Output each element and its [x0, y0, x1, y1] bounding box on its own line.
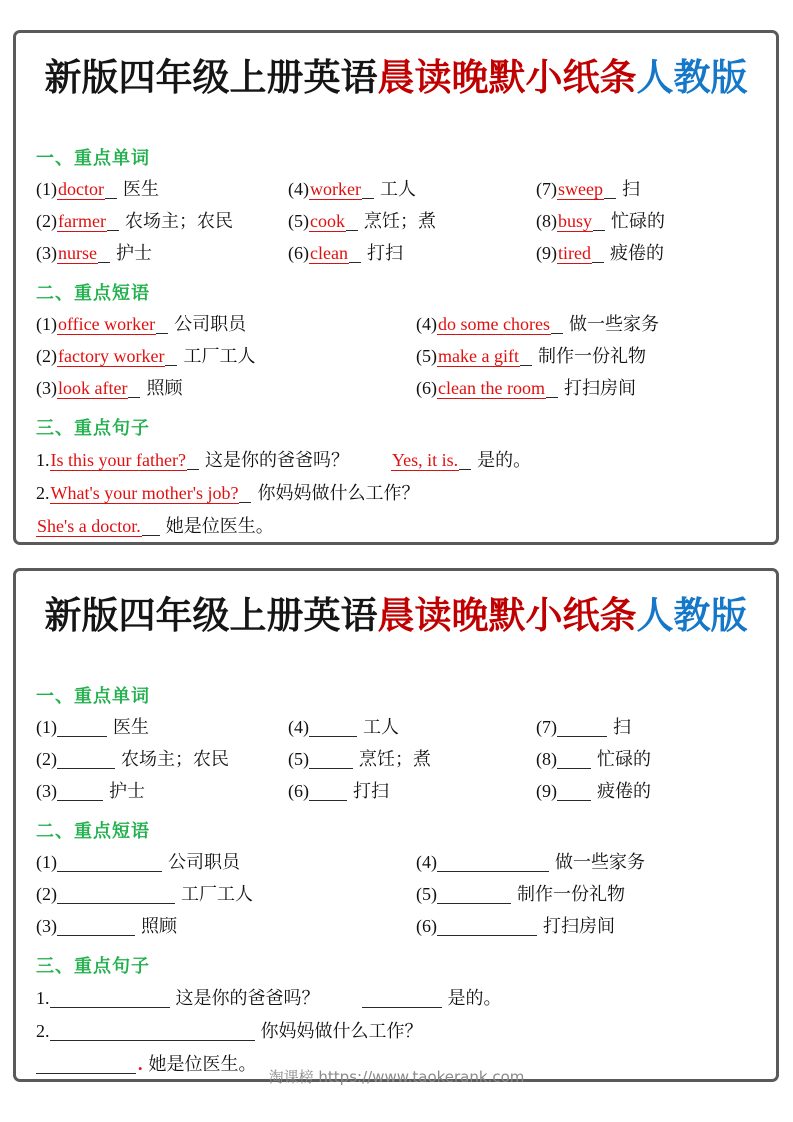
answer-phrase: make a gift — [438, 346, 519, 366]
item-number: (5) — [416, 884, 437, 904]
phrase-item-blank — [416, 878, 756, 910]
answer-blank — [437, 853, 549, 872]
underline-tail — [349, 244, 361, 263]
chinese-meaning: 扫 — [613, 717, 631, 737]
section-heading-words: 一、重点单词 — [36, 686, 150, 706]
item-number: (6) — [288, 781, 309, 801]
item-number: (4) — [416, 314, 437, 334]
word-item — [36, 237, 288, 269]
chinese-meaning: 制作一份礼物 — [537, 346, 646, 366]
chinese-meaning: 打扫 — [366, 243, 403, 263]
underline-tail — [105, 180, 117, 199]
chinese-meaning: 农场主；农民 — [121, 749, 229, 769]
word-item — [36, 173, 288, 205]
chinese-meaning: 农场主；农民 — [124, 211, 233, 231]
item-number: (1) — [36, 717, 57, 737]
chinese-meaning: 医生 — [122, 179, 159, 199]
answer-phrase: clean the room — [438, 378, 545, 398]
phrase-item-blank — [36, 878, 416, 910]
sentences-block — [36, 444, 756, 543]
item-number: (2) — [36, 749, 57, 769]
word-item-blank — [36, 711, 288, 743]
answer-phrase: factory worker — [58, 346, 165, 366]
phrase-item — [416, 372, 756, 404]
underline-tail — [128, 379, 140, 398]
title-segment-blue: 人教版 — [636, 595, 748, 636]
title-segment-black: 新版四年级上册英语 — [44, 595, 378, 636]
item-number: (1) — [36, 314, 57, 334]
word-item — [536, 205, 756, 237]
underline-tail — [142, 517, 160, 536]
answer-blank — [437, 917, 537, 936]
worksheet-card-answers — [13, 30, 779, 545]
item-number: (6) — [416, 378, 437, 398]
answer-word: sweep — [558, 179, 603, 199]
answer-blank — [557, 718, 607, 737]
chinese-meaning: 公司职员 — [174, 314, 247, 334]
item-number: (6) — [288, 243, 309, 263]
item-number: (9) — [536, 781, 557, 801]
words-grid — [36, 711, 756, 807]
answer-blank — [57, 853, 162, 872]
answer-blank — [57, 750, 115, 769]
answer-blank — [309, 750, 353, 769]
answer-blank — [309, 718, 357, 737]
item-number: (4) — [288, 179, 309, 199]
item-number: 2. — [36, 483, 50, 503]
word-item-blank — [536, 711, 756, 743]
chinese-meaning: 忙碌的 — [611, 211, 666, 231]
section-heading-phrases: 二、重点短语 — [36, 283, 150, 303]
answer-blank — [557, 750, 591, 769]
answer-blank — [57, 718, 107, 737]
underline-tail — [592, 244, 604, 263]
answer-blank — [362, 989, 442, 1008]
chinese-meaning: 医生 — [113, 717, 149, 737]
chinese-meaning: 打扫房间 — [543, 916, 615, 936]
answer-sentence: Is this your father? — [50, 450, 186, 470]
answer-word: farmer — [58, 211, 106, 231]
chinese-meaning: 制作一份礼物 — [517, 884, 625, 904]
words-column-2 — [288, 711, 536, 807]
chinese-meaning: 照顾 — [146, 378, 183, 398]
chinese-meaning: 疲倦的 — [597, 781, 651, 801]
chinese-meaning: 打扫 — [353, 781, 389, 801]
word-item-blank — [36, 775, 288, 807]
item-number: (1) — [36, 852, 57, 872]
chinese-meaning: 这是你的爸爸吗？ — [204, 450, 349, 470]
section-heading-phrases: 二、重点短语 — [36, 821, 150, 841]
words-column-3 — [536, 173, 756, 269]
phrase-item — [416, 340, 756, 372]
phrase-item-blank — [36, 846, 416, 878]
answer-word: clean — [310, 243, 348, 263]
chinese-meaning: 扫 — [621, 179, 640, 199]
underline-tail — [520, 347, 532, 366]
item-number: (1) — [36, 179, 57, 199]
sentence-line — [36, 477, 756, 510]
answer-blank — [557, 782, 591, 801]
chinese-meaning: 做一些家务 — [568, 314, 659, 334]
item-number: (9) — [536, 243, 557, 263]
item-number: (7) — [536, 179, 557, 199]
item-number: (8) — [536, 211, 557, 231]
chinese-meaning: 护士 — [109, 781, 145, 801]
page-title — [36, 593, 756, 639]
answer-blank — [50, 989, 170, 1008]
chinese-meaning: 疲倦的 — [610, 243, 664, 263]
answer-word: busy — [558, 211, 593, 231]
underline-tail — [593, 212, 605, 231]
word-item-blank — [288, 743, 536, 775]
word-item-blank — [536, 775, 756, 807]
words-column-2 — [288, 173, 536, 269]
phrase-item — [36, 340, 416, 372]
phrases-column-1 — [36, 846, 416, 942]
sentence-line — [36, 444, 756, 477]
answer-blank — [309, 782, 347, 801]
underline-tail — [165, 347, 177, 366]
title-segment-blue: 人教版 — [636, 57, 748, 98]
item-number: (5) — [288, 211, 309, 231]
answer-word: worker — [310, 179, 361, 199]
words-grid — [36, 173, 756, 269]
underline-tail — [604, 180, 616, 199]
word-item — [536, 237, 756, 269]
words-column-1 — [36, 173, 288, 269]
chinese-meaning: 工厂工人 — [183, 346, 256, 366]
item-number: 2. — [36, 1021, 50, 1041]
chinese-meaning: 是的。 — [477, 450, 532, 470]
item-number: (3) — [36, 243, 57, 263]
answer-blank — [36, 1055, 136, 1074]
item-number: 1. — [36, 450, 50, 470]
section-heading-sentences: 三、重点句子 — [36, 956, 150, 976]
item-number: (2) — [36, 211, 57, 231]
answer-blank — [57, 885, 175, 904]
chinese-meaning: 工人 — [379, 179, 416, 199]
item-number: (8) — [536, 749, 557, 769]
answer-blank — [437, 885, 511, 904]
answer-blank — [50, 1022, 255, 1041]
item-number: (4) — [288, 717, 309, 737]
phrase-item-blank — [416, 846, 756, 878]
title-segment-red: 晨读晚默小纸条 — [377, 595, 637, 636]
answer-period: . — [138, 1054, 143, 1074]
phrase-item — [36, 308, 416, 340]
item-number: (6) — [416, 916, 437, 936]
title-segment-black: 新版四年级上册英语 — [44, 57, 378, 98]
chinese-meaning: 忙碌的 — [597, 749, 651, 769]
item-number: (2) — [36, 884, 57, 904]
sentence-line — [36, 510, 756, 543]
chinese-meaning: 烹饪；煮 — [359, 749, 431, 769]
chinese-meaning: 照顾 — [141, 916, 177, 936]
section-heading-sentences: 三、重点句子 — [36, 418, 150, 438]
sentence-line-blank — [36, 1015, 756, 1048]
item-number: (3) — [36, 378, 57, 398]
underline-tail — [239, 484, 251, 503]
chinese-meaning: 你妈妈做什么工作？ — [260, 1021, 423, 1041]
item-number: (4) — [416, 852, 437, 872]
chinese-meaning: 这是你的爸爸吗？ — [175, 988, 320, 1008]
answer-blank — [57, 782, 103, 801]
page-title — [36, 55, 756, 101]
phrases-column-2 — [416, 846, 756, 942]
answer-sentence: What's your mother's job? — [50, 483, 239, 503]
words-column-3 — [536, 711, 756, 807]
chinese-meaning: 烹饪；煮 — [364, 211, 436, 231]
word-item-blank — [536, 743, 756, 775]
item-number: (5) — [416, 346, 437, 366]
item-number: (7) — [536, 717, 557, 737]
underline-tail — [187, 451, 199, 470]
chinese-meaning: 你妈妈做什么工作？ — [257, 483, 420, 503]
sentence-line-blank — [36, 982, 756, 1015]
underline-tail — [362, 180, 374, 199]
answer-word: doctor — [58, 179, 104, 199]
underline-tail — [346, 212, 358, 231]
answer-sentence: She's a doctor. — [37, 516, 141, 536]
underline-tail — [546, 379, 558, 398]
phrase-item-blank — [416, 910, 756, 942]
word-item — [288, 173, 536, 205]
underline-tail — [551, 315, 563, 334]
chinese-meaning: 做一些家务 — [555, 852, 645, 872]
chinese-meaning: 公司职员 — [168, 852, 240, 872]
item-number: (5) — [288, 749, 309, 769]
phrase-item — [36, 372, 416, 404]
watermark: 淘课榜 https://www.taokerank.com — [268, 1068, 525, 1086]
underline-tail — [459, 451, 471, 470]
words-column-1 — [36, 711, 288, 807]
word-item-blank — [288, 711, 536, 743]
answer-word: cook — [310, 211, 345, 231]
word-item-blank — [36, 743, 288, 775]
answer-phrase: office worker — [58, 314, 156, 334]
chinese-meaning: 工厂工人 — [181, 884, 253, 904]
item-number: (3) — [36, 916, 57, 936]
word-item — [536, 173, 756, 205]
answer-sentence: Yes, it is. — [391, 450, 459, 470]
word-item — [288, 205, 536, 237]
item-number: (3) — [36, 781, 57, 801]
chinese-meaning: 她是位医生。 — [165, 516, 274, 536]
underline-tail — [98, 244, 110, 263]
chinese-meaning: 护士 — [116, 243, 152, 263]
phrases-grid — [36, 846, 756, 942]
phrases-grid — [36, 308, 756, 404]
answer-word: nurse — [58, 243, 97, 263]
phrases-column-2 — [416, 308, 756, 404]
title-segment-red: 晨读晚默小纸条 — [377, 57, 637, 98]
phrases-column-1 — [36, 308, 416, 404]
phrase-item — [416, 308, 756, 340]
chinese-meaning: 工人 — [363, 717, 399, 737]
answer-word: tired — [558, 243, 591, 263]
chinese-meaning: 她是位医生。 — [148, 1054, 257, 1074]
chinese-meaning: 是的。 — [447, 988, 502, 1008]
word-item — [288, 237, 536, 269]
item-number: 1. — [36, 988, 50, 1008]
answer-blank — [57, 917, 135, 936]
answer-phrase: do some chores — [438, 314, 550, 334]
item-number: (2) — [36, 346, 57, 366]
section-heading-words: 一、重点单词 — [36, 148, 150, 168]
underline-tail — [107, 212, 119, 231]
worksheet-card-blanks — [13, 568, 779, 1082]
answer-phrase: look after — [58, 378, 128, 398]
phrase-item-blank — [36, 910, 416, 942]
underline-tail — [156, 315, 168, 334]
word-item-blank — [288, 775, 536, 807]
word-item — [36, 205, 288, 237]
chinese-meaning: 打扫房间 — [563, 378, 636, 398]
